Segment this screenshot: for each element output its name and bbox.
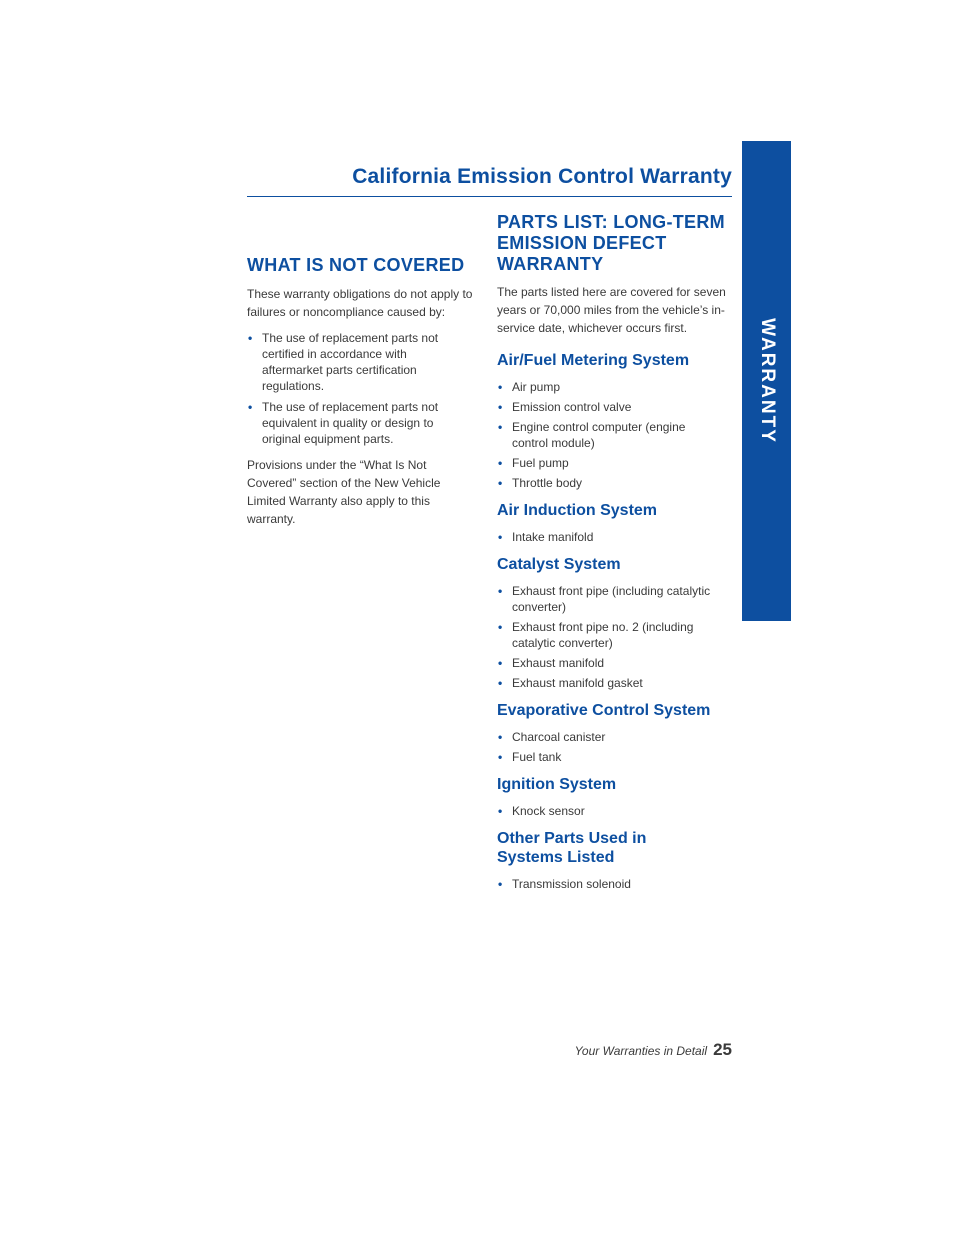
list-item: • Exhaust front pipe (including catalytic converter) bbox=[497, 583, 732, 615]
not-covered-provisions: Provisions under the “What Is Not Covered” section of the New Vehicle Limited Warranty also apply to this warranty. bbox=[247, 458, 441, 526]
group-title-ignition: Ignition System bbox=[497, 776, 617, 793]
list-item: • Transmission solenoid bbox=[497, 876, 732, 892]
not-covered-section bbox=[247, 255, 479, 528]
list-item: • Exhaust manifold bbox=[497, 655, 732, 671]
list-item: • Emission control valve bbox=[497, 399, 732, 415]
not-covered-intro: These warranty obligations do not apply to failures or noncompliance caused by: bbox=[247, 287, 473, 319]
list-item: • Exhaust manifold gasket bbox=[497, 675, 732, 691]
other-parts-list bbox=[497, 876, 732, 892]
page-number: 25 bbox=[713, 1040, 732, 1059]
group-title-other-parts: Other Parts Used in Systems Listed bbox=[497, 830, 647, 866]
page-footer bbox=[480, 1040, 732, 1060]
parts-list-intro: The parts listed here are covered for seven years or 70,000 miles from the vehicle’s in-service date, whichever occurs first. bbox=[497, 285, 726, 335]
not-covered-title: WHAT IS NOT COVERED bbox=[247, 255, 465, 275]
group-title-air-fuel-metering: Air/Fuel Metering System bbox=[497, 352, 690, 369]
list-item: • Fuel pump bbox=[497, 455, 732, 471]
list-item: • Exhaust front pipe no. 2 (including catalytic converter) bbox=[497, 619, 732, 651]
not-covered-list bbox=[247, 330, 479, 447]
list-item: • Air pump bbox=[497, 379, 732, 395]
list-item: • The use of replacement parts not equivalent in quality or design to original equipment parts. bbox=[247, 399, 479, 447]
parts-list-title: PARTS LIST: LONG-TERM EMISSION DEFECT WARRANTY bbox=[497, 212, 725, 274]
list-item: • Throttle body bbox=[497, 475, 732, 491]
list-item: • Charcoal canister bbox=[497, 729, 732, 745]
footer-section-name: Your Warranties in Detail bbox=[574, 1044, 708, 1058]
list-item: • Intake manifold bbox=[497, 529, 732, 545]
group-title-evaporative-control: Evaporative Control System bbox=[497, 702, 711, 719]
air-induction-list bbox=[497, 529, 732, 545]
ignition-list bbox=[497, 803, 732, 819]
group-title-air-induction: Air Induction System bbox=[497, 502, 658, 519]
air-fuel-metering-list bbox=[497, 379, 732, 491]
list-item: • Knock sensor bbox=[497, 803, 732, 819]
header-divider bbox=[247, 196, 732, 197]
side-tab-label: WARRANTY bbox=[756, 318, 778, 444]
parts-list-section bbox=[497, 212, 732, 892]
warranty-side-tab bbox=[742, 141, 791, 621]
list-item: • The use of replacement parts not certified in accordance with aftermarket parts certification regulations. bbox=[247, 330, 479, 394]
group-title-catalyst: Catalyst System bbox=[497, 556, 621, 573]
list-item: • Fuel tank bbox=[497, 749, 732, 765]
evaporative-control-list bbox=[497, 729, 732, 765]
catalyst-list bbox=[497, 583, 732, 691]
list-item: • Engine control computer (engine control module) bbox=[497, 419, 732, 451]
page-header-title: California Emission Control Warranty bbox=[352, 165, 732, 188]
